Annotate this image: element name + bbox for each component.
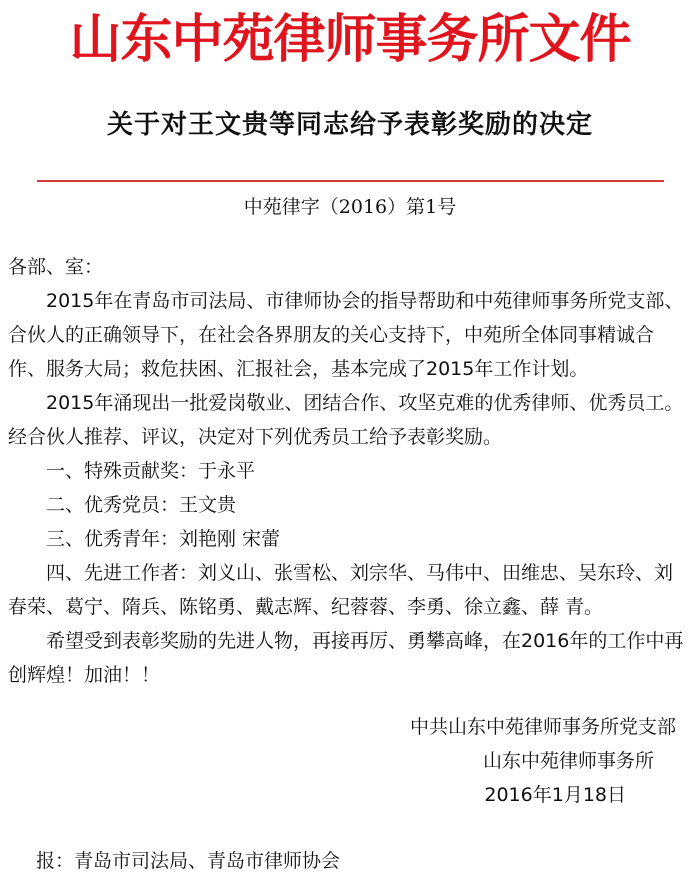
paragraph-closing: 希望受到表彰奖励的先进人物，再接再厉、勇攀高峰，在2016年的工作中再创辉煌！加油！！ [8,630,684,686]
salutation: 各部、室： [8,256,104,278]
paragraph-intro: 2015年在青岛市司法局、市律师协会的指导帮助和中苑律师事务所党支部、合伙人的正确领导下，在社会各界朋友的关心支持下，中苑所全体同事精诚合作、服务大局；救危扶困、汇报社会，基本完成了2015年工作计划。 [8,290,684,380]
document-title: 关于对王文贵等同志给予表彰奖励的决定 [106,110,593,140]
signature-block [410,710,676,812]
award-special-contribution: 一、特殊贡献奖：于永平 [46,460,256,482]
paragraph-decision: 2015年涌现出一批爱岗敬业、团结合作、攻坚克难的优秀律师、优秀员工。经合伙人推荐、评议，决定对下列优秀员工给予表彰奖励。 [8,392,684,448]
document-number: 中苑律字（2016）第1号 [243,196,457,218]
red-separator-rule [37,180,664,182]
award-outstanding-party-member: 二、优秀党员：王文贵 [46,494,237,516]
signature-party-branch: 中共山东中苑律师事务所党支部 [409,716,676,738]
signature-law-firm: 山东中苑律师事务所 [482,750,654,772]
masthead: 山东中苑律师事务所文件 [69,9,631,70]
document-body [8,250,688,692]
report-to-line: 报：青岛市司法局、青岛市律师协会 [36,850,341,872]
signature-date: 2016年1月18日 [484,784,626,806]
award-advanced-workers: 四、先进工作者：刘义山、张雪松、刘宗华、马伟中、田维忠、吴东玲、刘春荣、葛宁、隋兵、陈铭勇、戴志辉、纪蓉蓉、李勇、徐立鑫、薛 青。 [8,562,674,618]
award-outstanding-youth: 三、优秀青年：刘艳刚 宋蕾 [46,528,281,550]
